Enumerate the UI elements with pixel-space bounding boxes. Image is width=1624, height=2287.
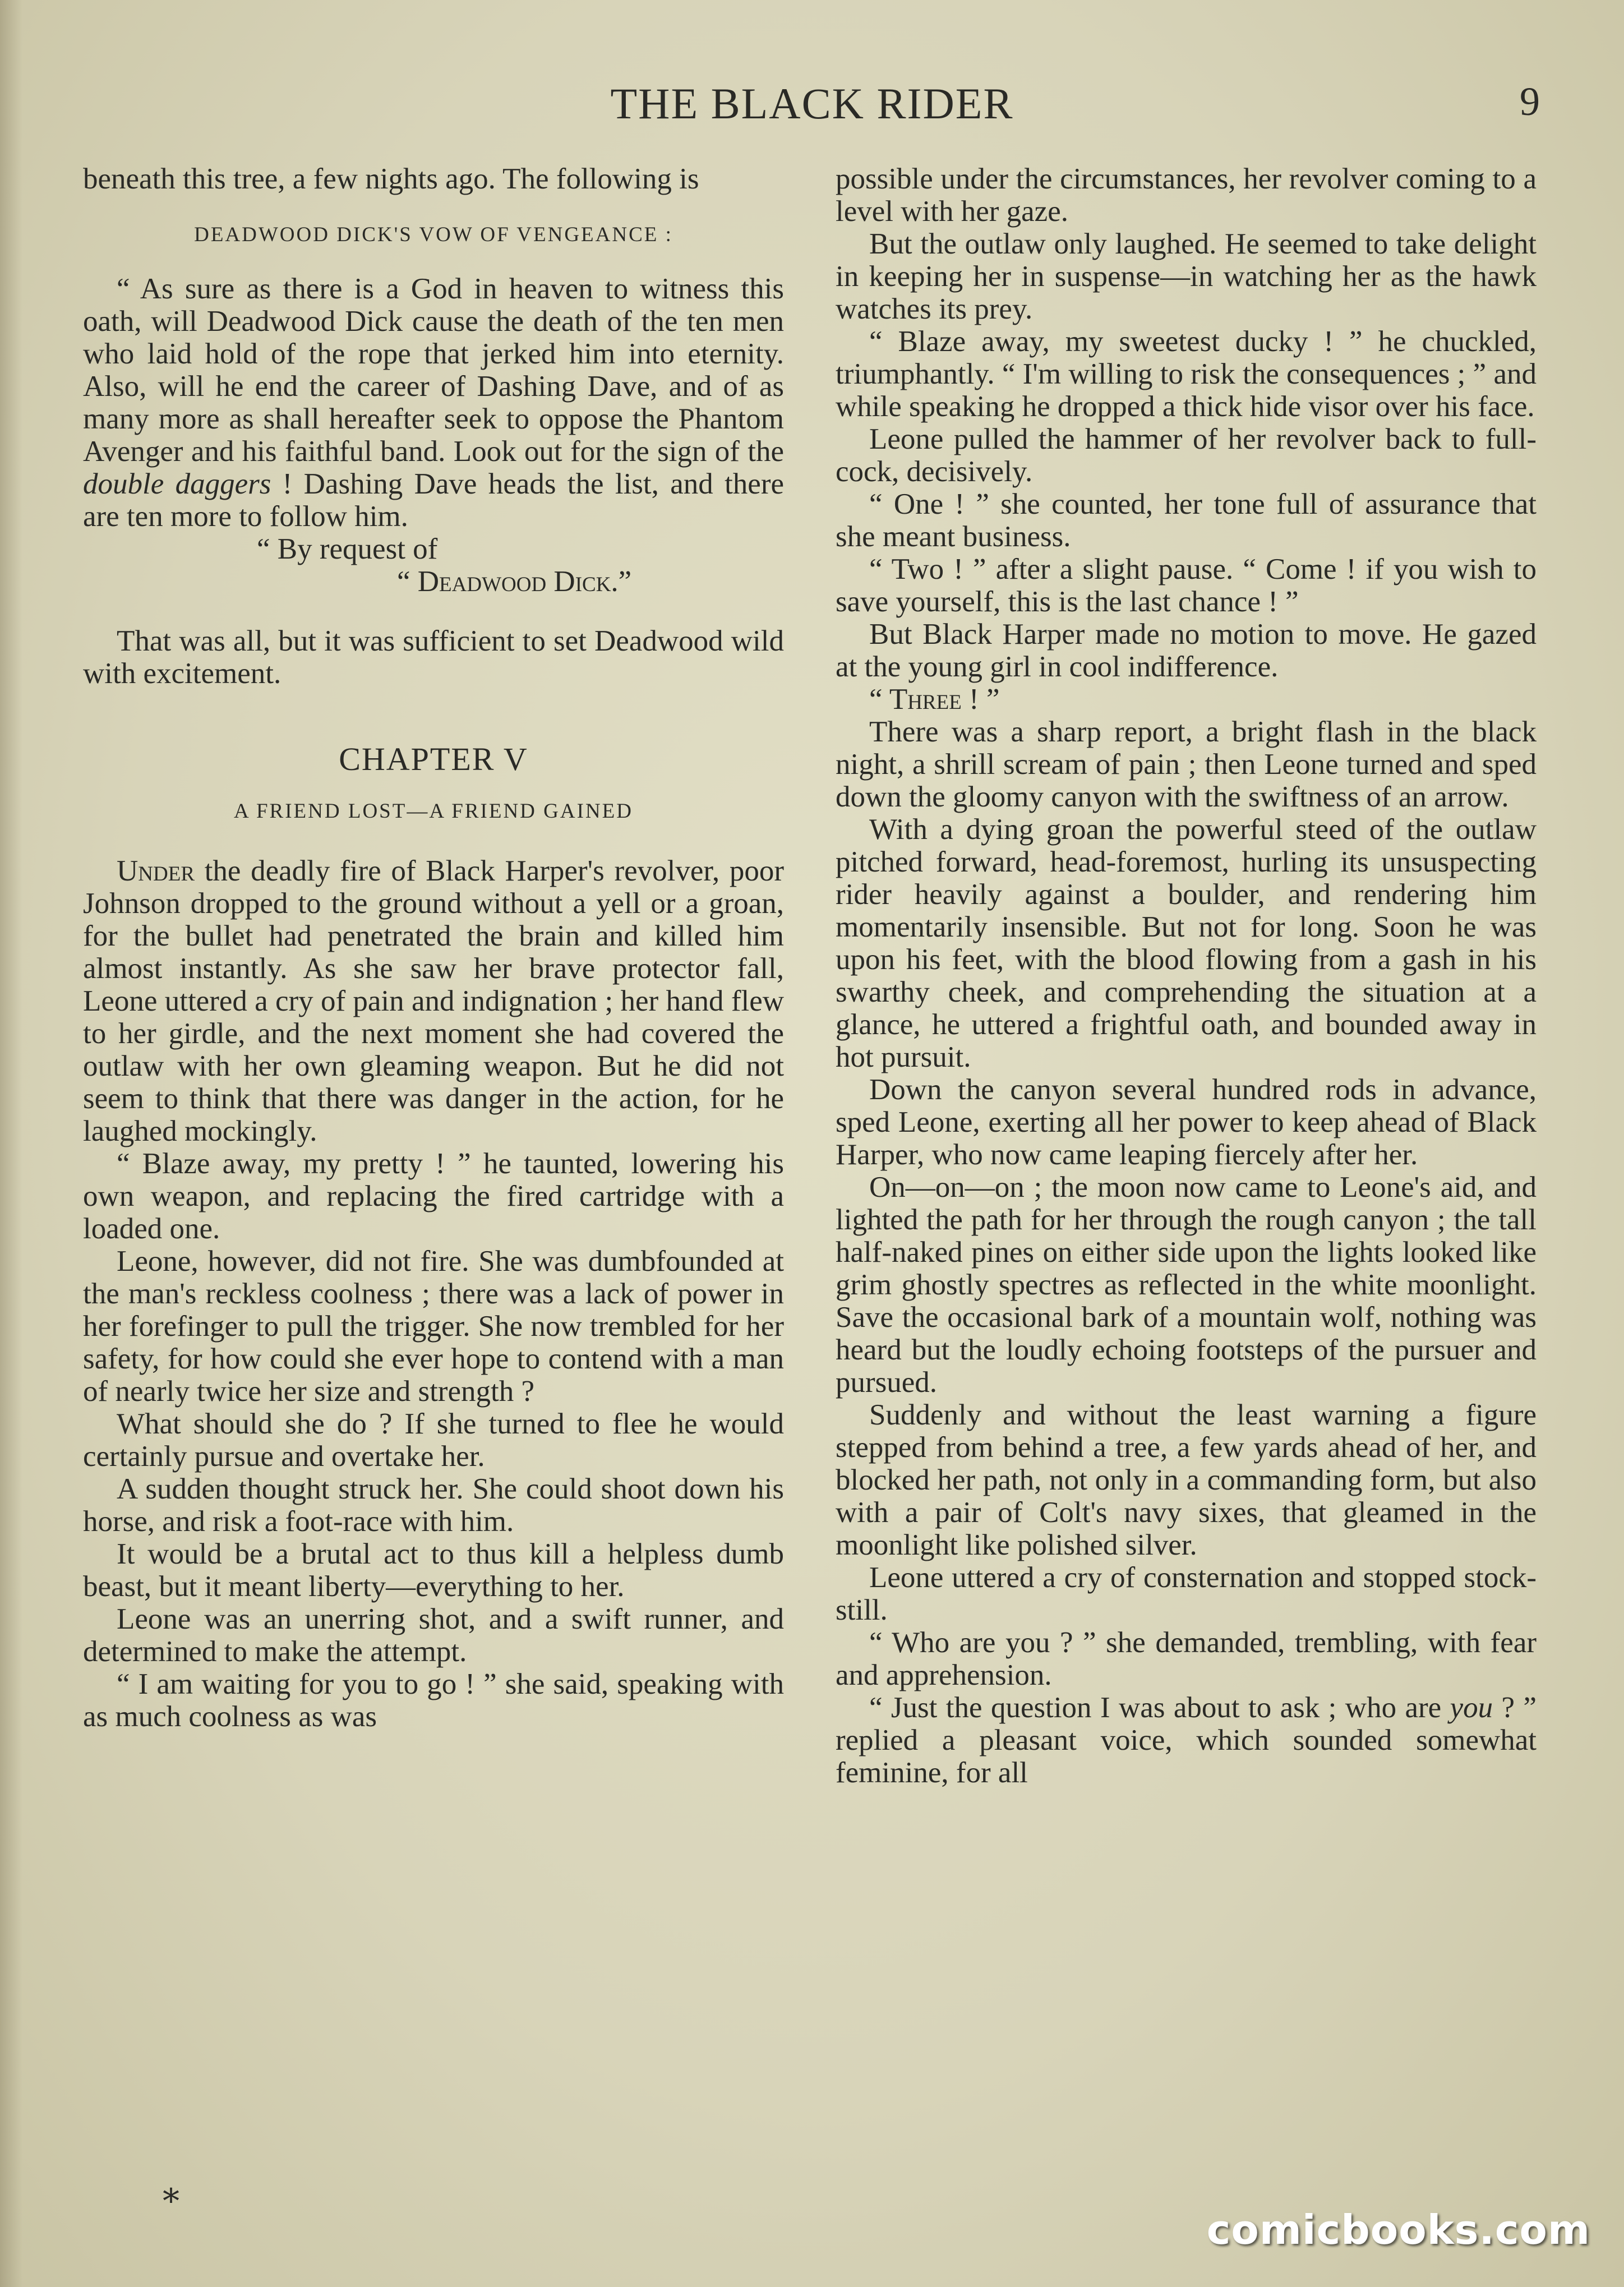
paragraph: But the outlaw only laughed. He seemed to take delight in keeping her in suspense—in watching her as the hawk watches its prey. <box>836 228 1537 325</box>
page-number: 9 <box>1520 79 1540 124</box>
paragraph <box>836 1691 1537 1789</box>
vow-text: “ As sure as there is a God in heaven to witness this oath, will Deadwood Dick cause the death of the ten men who laid hold of the rope that jerked him into eternity. Also, will he end the career of Dashing Dave, and of as many more as shall hereafter seek to oppose the Phantom Avenger and his faithful band. Look out for the sign of the <box>83 273 784 468</box>
paragraph: “ Blaze away, my sweetest ducky ! ” he chuckled, triumphantly. “ I'm willing to risk the consequences ; ” and while speaking he dropped a thick hide visor over his face. <box>836 325 1537 423</box>
chapter-title: CHAPTER V <box>339 741 528 777</box>
paragraph: “ Blaze away, my pretty ! ” he taunted, lowering his own weapon, and replacing the fired cartridge with a loaded one. <box>83 1147 784 1245</box>
paragraph: A sudden thought struck her. She could shoot down his horse, and risk a foot-race with him. <box>83 1473 784 1538</box>
paragraph-text: the deadly fire of Black Harper's revolver, poor Johnson dropped to the ground without a yell or a groan, for the bullet had penetrated the brain and killed him almost instantly. As she saw her brave protector fall, Leone uttered a cry of pain and indignation ; her hand flew to her girdle, and the next moment she had covered the outlaw with her own gleaming weapon. But he did not seem to think that there was danger in the action, for he laughed mockingly. <box>83 855 784 1147</box>
paragraph: Leone was an unerring shot, and a swift runner, and determined to make the attempt. <box>83 1603 784 1668</box>
paragraph: “ Who are you ? ” she demanded, trembling, with fear and apprehension. <box>836 1626 1537 1691</box>
vow-text-end: ! Dashing Dave heads the list, and there are ten more to follow him. <box>83 468 784 533</box>
page-header <box>0 79 1624 140</box>
left-column <box>83 163 784 1733</box>
drop-lead-word: Under <box>117 855 195 887</box>
paragraph: It would be a brutal act to thus kill a helpless dumb beast, but it meant liberty—everything to her. <box>83 1538 784 1603</box>
signature-name: “ Deadwood Dick.” <box>397 565 632 598</box>
paragraph: On—on—on ; the moon now came to Leone's aid, and lighted the path for her through the rough canyon ; the tall half-naked pines on either side upon the lights looked like grim ghostly spectres as reflected in the white moonlight. Save the occasional bark of a mountain wolf, nothing was heard but the loudly echoing footsteps of the pursuer and pursued. <box>836 1171 1537 1399</box>
paragraph: “ One ! ” she counted, her tone full of assurance that she meant business. <box>836 488 1537 553</box>
paragraph: Leone, however, did not fire. She was dumbfounded at the man's reckless coolness ; there was a lack of power in her forefinger to pull the trigger. She now trembled for her safety, for how could she ever hope to contend with a man of nearly twice her size and strength ? <box>83 1245 784 1408</box>
paragraph-text: “ Just the question I was about to ask ; who are <box>869 1691 1450 1724</box>
paragraph: With a dying groan the powerful steed of the outlaw pitched forward, head-foremost, hurling its unsuspecting rider heavily against a boulder, and rendering him momentarily insensible. But not for long. Soon he was upon his feet, with the blood flowing from a gash in his swarthy cheek, and comprehending the situation at a glance, he uttered a frightful oath, and bounded away in hot pursuit. <box>836 813 1537 1073</box>
paragraph: beneath this tree, a few nights ago. The following is <box>83 163 699 195</box>
vow-heading: DEADWOOD DICK'S VOW OF VENGEANCE : <box>194 223 673 246</box>
running-title: THE BLACK RIDER <box>610 79 1014 128</box>
paragraph: There was a sharp report, a bright flash in the black night, a shrill scream of pain ; then Leone turned and sped down the gloomy canyon with the swiftness of an arrow. <box>836 716 1537 813</box>
footnote-mark: * <box>163 2182 179 2221</box>
paragraph: possible under the circumstances, her revolver coming to a level with her gaze. <box>836 163 1537 228</box>
spacer <box>83 598 784 625</box>
paragraph: Leone uttered a cry of consternation and stopped stock-still. <box>836 1561 1537 1626</box>
page-edge-shadow <box>0 0 22 2287</box>
right-column <box>836 163 1537 1789</box>
paragraph: “ I am waiting for you to go ! ” she said, speaking with as much coolness as was <box>83 1668 784 1733</box>
paragraph: Suddenly and without the least warning a figure stepped from behind a tree, a few yards ahead of her, and blocked her path, not only in a commanding form, but also with a pair of Colt's navy sixes, that gleamed in the moonlight like polished silver. <box>836 1399 1537 1561</box>
chapter-subtitle: A FRIEND LOST—A FRIEND GAINED <box>234 800 633 823</box>
signature-line: “ By request of <box>257 533 438 565</box>
vow-paragraph <box>83 273 784 533</box>
paragraph: Leone pulled the hammer of her revolver back to full-cock, decisively. <box>836 423 1537 488</box>
paragraph: What should she do ? If she turned to flee he would certainly pursue and overtake her. <box>83 1408 784 1473</box>
paragraph: “ Two ! ” after a slight pause. “ Come ! if you wish to save yourself, this is the last chance ! ” <box>836 553 1537 618</box>
watermark: comicbooks.com <box>1206 2206 1590 2253</box>
paragraph: Down the canyon several hundred rods in advance, sped Leone, exerting all her power to keep ahead of Black Harper, who now came leaping fiercely after her. <box>836 1073 1537 1171</box>
paragraph-text-end: ? ” replied a pleasant voice, which sounded somewhat feminine, for all <box>836 1691 1537 1789</box>
paragraph <box>83 855 784 1147</box>
vow-emphasis: double daggers <box>83 468 271 500</box>
paragraph: That was all, but it was sufficient to set Deadwood wild with excitement. <box>83 625 784 690</box>
emphasis: you <box>1450 1691 1493 1724</box>
paragraph: “ Three ! ” <box>869 683 1000 716</box>
paragraph: But Black Harper made no motion to move. He gazed at the young girl in cool indifference. <box>836 618 1537 683</box>
